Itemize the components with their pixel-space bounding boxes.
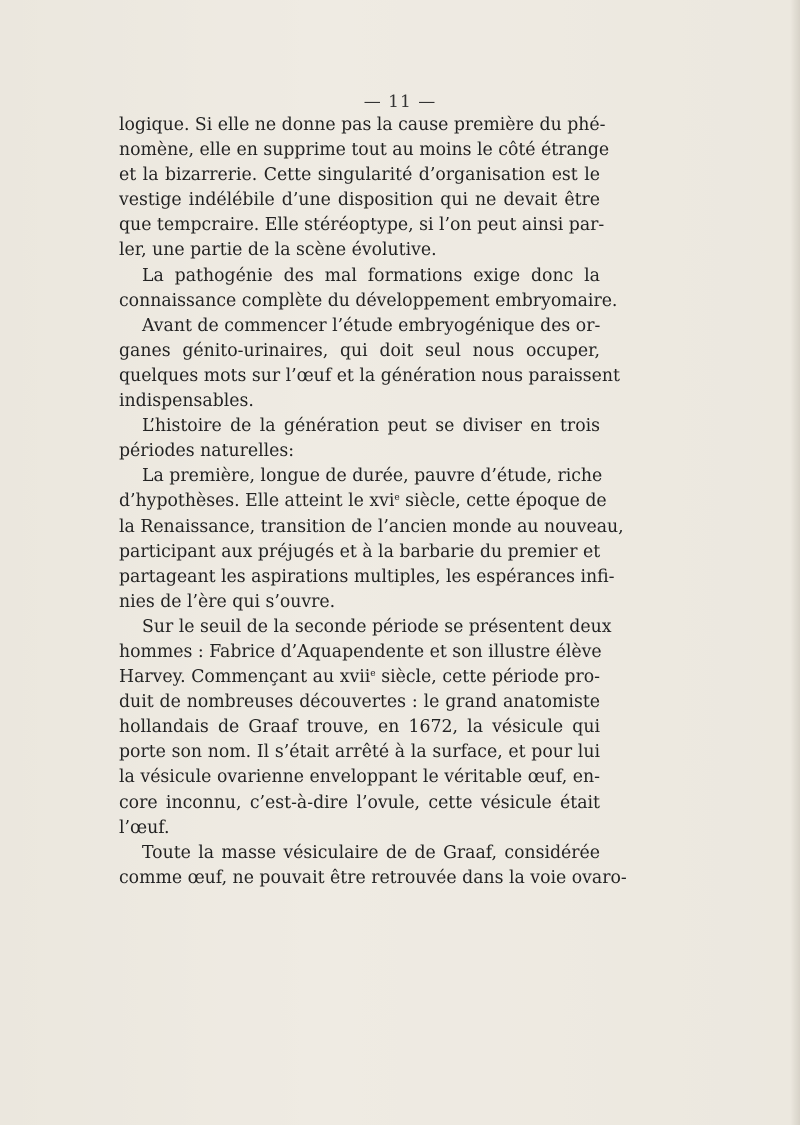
text-line: ler, une partie de la scène évolutive. [119,240,437,261]
text-line: ganes génito-urinaires, qui doit seul nous occuper, [119,340,600,361]
superscript: e [394,493,400,504]
text-line [119,489,607,514]
text-line: quelques mots sur l’œuf et la génération nous paraissent [119,365,620,386]
text-fragment: Harvey. Commençant au xvii [119,667,371,688]
paragraph-start: La première, longue de durée, pauvre d’étude, riche [142,466,603,487]
text-line: nomène, elle en supprime tout au moins le côté étrange [119,140,610,161]
superscript: e [370,669,376,680]
text-line: participant aux préjugés et à la barbarie du premier et [119,541,601,562]
paragraph-start: L’histoire de la génération peut se diviser en trois [142,416,600,437]
body-text [119,113,627,891]
text-line: la vésicule ovarienne enveloppant le véritable œuf, en- [119,767,600,788]
paragraph-start: La pathogénie des mal formations exige donc la [142,265,600,286]
paragraph-start: Avant de commencer l’étude embryogénique des or- [142,315,601,336]
text-line: indispensables. [119,391,254,412]
text-line [119,665,600,690]
text-line: nies de l’ère qui s’ouvre. [119,591,336,612]
text-line: vestige indélébile d’une disposition qui ne devait être [119,190,600,211]
text-line: périodes naturelles: [119,441,295,462]
text-line: comme œuf, ne pouvait être retrouvée dans la voie ovaro- [119,867,627,888]
text-line: duit de nombreuses découvertes : le grand anatomiste [119,692,600,713]
text-line: que tempcraire. Elle stéréoptype, si l’on peut ainsi par- [119,215,605,236]
text-line: connaissance complète du développement embryomaire. [119,290,618,311]
text-fragment: d’hypothèses. Elle atteint le xvi [119,491,395,512]
paragraph-start: Sur le seuil de la seconde période se présentent deux [142,616,612,637]
text-line: la Renaissance, transition de l’ancien monde au nouveau, [119,516,624,537]
text-line: l’œuf. [119,817,170,838]
text-line: core inconnu, c’est-à-dire l’ovule, cette vésicule était [119,792,600,813]
text-line: logique. Si elle ne donne pas la cause première du phé- [119,115,606,135]
text-line: porte son nom. Il s’était arrêté à la surface, et pour lui [119,742,600,763]
text-fragment: siècle, cette époque de [399,491,607,512]
text-fragment: siècle, cette période pro- [375,667,600,688]
text-line: hommes : Fabrice d’Aquapendente et son illustre élève [119,641,602,662]
text-line: hollandais de Graaf trouve, en 1672, la vésicule qui [119,717,600,738]
text-line: partageant les aspirations multiples, les espérances infi- [119,566,615,587]
text-line: et la bizarrerie. Cette singularité d’organisation est le [119,165,600,186]
page-number: — 11 — [363,92,437,112]
page-edge-shadow [790,0,800,1125]
paragraph-start: Toute la masse vésiculaire de de Graaf, considérée [142,842,600,863]
